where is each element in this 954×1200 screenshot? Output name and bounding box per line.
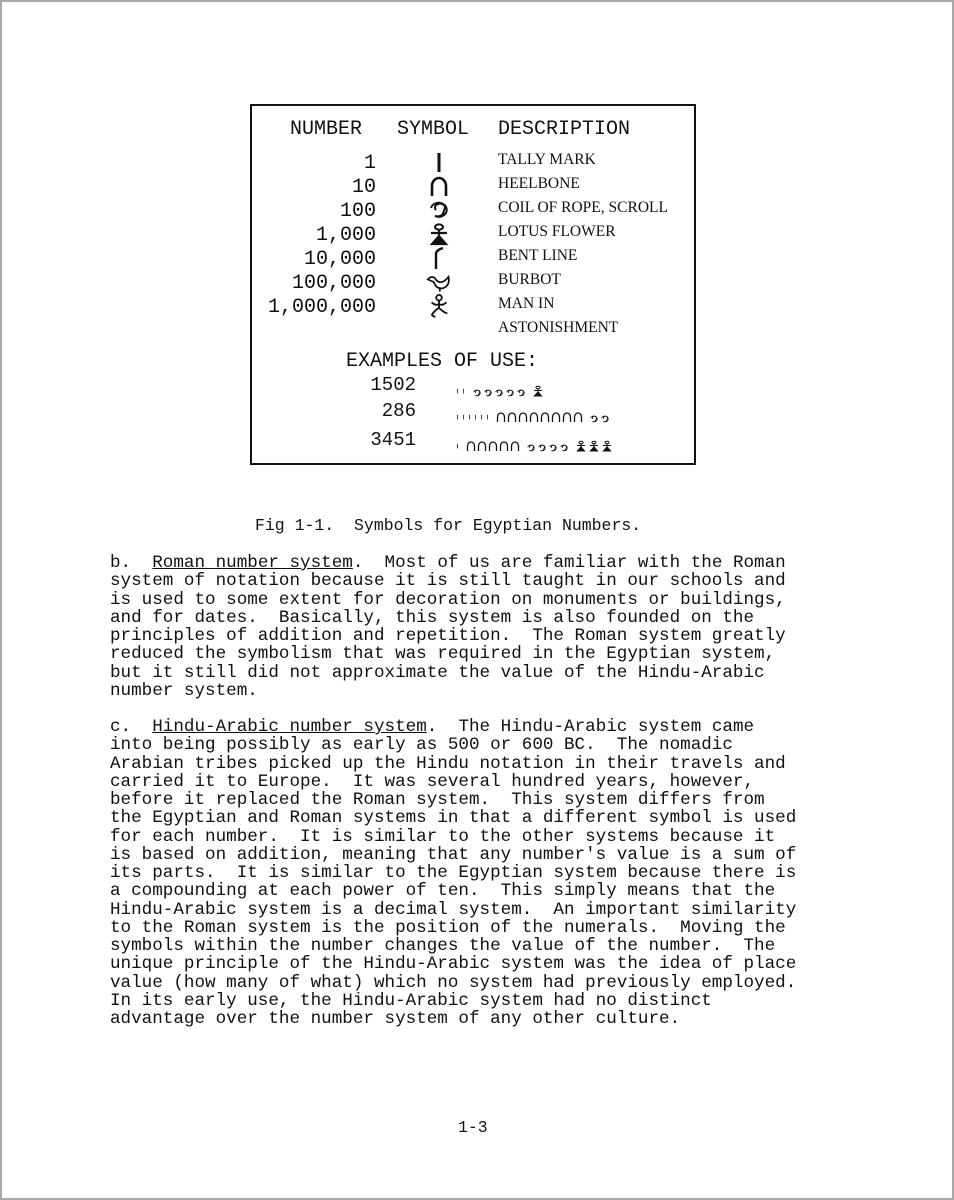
figure-caption: Fig 1-1. Symbols for Egyptian Numbers. <box>255 516 642 535</box>
description-text: BENT LINE <box>498 247 578 264</box>
paragraph-line: In its early use, the Hindu-Arabic system had no distinct <box>110 990 712 1011</box>
heelbone-icon <box>477 439 487 453</box>
example-row <box>252 400 694 426</box>
burbot-icon <box>426 270 452 294</box>
paragraph-line: before it replaced the Roman system. This system differs from <box>110 790 765 810</box>
row-symbol <box>426 294 456 320</box>
paragraph-line: advantage over the number system of any other culture. <box>110 1009 681 1029</box>
paragraph-line: carried it to Europe. It was several hundred years, however, <box>110 771 755 792</box>
row-description <box>498 148 596 172</box>
table-row <box>252 224 694 248</box>
header-symbol: SYMBOL <box>397 118 470 141</box>
heelbone-icon <box>529 410 539 424</box>
paragraph-line: is based on addition, meaning that any number's value is a sum of <box>110 844 797 865</box>
description-text: HEELBONE <box>498 175 580 192</box>
man-in-astonishment-icon <box>426 294 452 318</box>
description-text: TALLY MARK <box>498 151 596 168</box>
coil-of-rope-icon <box>494 388 504 398</box>
row-symbol <box>426 222 456 248</box>
example-symbols <box>455 376 549 398</box>
paragraph-line: and for dates. Basically, this system is also founded on the <box>110 607 755 628</box>
row-symbol <box>426 270 456 296</box>
heelbone-icon <box>573 410 583 424</box>
example-symbols <box>455 431 618 453</box>
examples-title: EXAMPLES OF USE: <box>346 350 539 373</box>
tally-mark-icon <box>467 410 472 424</box>
lotus-flower-icon <box>601 439 613 453</box>
tally-mark-icon <box>473 410 478 424</box>
table-row <box>252 295 694 336</box>
row-description <box>498 244 577 268</box>
paragraph-line: into being possibly as early as 500 or 600 BC. The nomadic <box>110 735 733 756</box>
lotus-flower-icon <box>426 222 452 246</box>
paragraph-line: system of notation because it is still taught in our schools and <box>110 571 786 592</box>
example-number: 286 <box>381 400 416 422</box>
heelbone-icon <box>551 410 561 424</box>
tally-mark-icon <box>461 384 466 398</box>
coil-of-rope-icon <box>505 388 515 398</box>
row-number: 1,000 <box>315 224 376 247</box>
example-number: 1502 <box>370 374 416 396</box>
tally-mark-icon <box>455 384 460 398</box>
paragraph-line: but it still did not approximate the value of the Hindu-Arabic <box>110 662 765 683</box>
header-number: NUMBER <box>290 118 363 141</box>
tally-mark-icon <box>455 439 460 453</box>
coil-of-rope-icon <box>526 443 536 453</box>
heelbone-icon <box>518 410 528 424</box>
paragraph-line: is used to some extent for decoration on monuments or buildings, <box>110 589 786 610</box>
paragraph-c <box>110 718 796 1028</box>
paragraph-line: symbols within the number changes the value of the number. The <box>110 936 776 956</box>
heelbone-icon <box>488 439 498 453</box>
row-symbol <box>426 174 456 200</box>
tally-mark-icon <box>479 410 484 424</box>
heelbone-icon <box>507 410 517 424</box>
paragraph-b <box>110 554 786 700</box>
row-number: 100 <box>339 200 376 223</box>
coil-of-rope-icon <box>472 388 482 398</box>
tally-mark-icon <box>485 410 490 424</box>
paragraph-line: Arabian tribes picked up the Hindu notation in their travels and <box>110 753 786 774</box>
table-row <box>252 272 694 296</box>
paragraph-line: Hindu-Arabic system is a decimal system. An important similarity <box>110 899 797 920</box>
description-text: MAN IN <box>498 295 555 312</box>
description-text: BURBOT <box>498 271 561 288</box>
example-row <box>252 429 694 455</box>
heelbone-icon <box>510 439 520 453</box>
page-number: 1-3 <box>458 1118 488 1137</box>
paragraph-line: to the Roman system is the position of the numerals. Moving the <box>110 917 786 938</box>
tally-mark-icon <box>455 410 460 424</box>
row-symbol <box>426 246 456 272</box>
para-c-first-line: . The Hindu-Arabic system came <box>426 717 755 737</box>
paragraph-line: principles of addition and repetition. The Roman system greatly <box>110 626 786 646</box>
example-row <box>252 374 694 400</box>
row-number: 100,000 <box>291 272 376 295</box>
paragraph-line: for each number. It is similar to the other systems because it <box>110 826 776 847</box>
para-b-label: b. <box>110 553 132 573</box>
paragraph-line: number system. <box>110 680 258 701</box>
row-number: 10 <box>351 176 376 199</box>
bent-line-icon <box>426 246 452 270</box>
example-symbols <box>455 402 615 424</box>
description-text: LOTUS FLOWER <box>498 223 616 240</box>
lotus-flower-icon <box>588 439 600 453</box>
para-b-first-line: . Most of us are familiar with the Roman <box>352 553 786 573</box>
coil-of-rope-icon <box>548 443 558 453</box>
lotus-flower-icon <box>575 439 587 453</box>
coil-of-rope-icon <box>537 443 547 453</box>
row-description <box>498 196 668 220</box>
paragraph-line: reduced the symbolism that was required in the Egyptian system, <box>110 644 776 665</box>
row-description <box>498 172 580 196</box>
table-row <box>252 248 694 272</box>
lotus-flower-icon <box>532 384 544 398</box>
coil-of-rope-icon <box>483 388 493 398</box>
para-c-label: c. <box>110 717 132 737</box>
coil-of-rope-icon <box>516 388 526 398</box>
description-text: COIL OF ROPE, SCROLL <box>498 199 668 216</box>
paragraph-line: its parts. It is similar to the Egyptian system because there is <box>110 863 797 883</box>
row-number: 1,000,000 <box>267 296 376 319</box>
para-c-heading: Hindu-Arabic number system <box>152 717 427 737</box>
heelbone-icon <box>540 410 550 424</box>
row-description <box>498 268 561 292</box>
row-number: 10,000 <box>303 248 376 271</box>
coil-of-rope-icon <box>559 443 569 453</box>
heelbone-icon <box>496 410 506 424</box>
heelbone-icon <box>499 439 509 453</box>
paragraph-line: unique principle of the Hindu-Arabic system was the idea of place <box>110 954 797 975</box>
header-description: DESCRIPTION <box>498 118 631 141</box>
heelbone-icon <box>426 174 452 198</box>
tally-mark-icon <box>426 150 452 174</box>
paragraph-line: a compounding at each power of ten. This simply means that the <box>110 881 776 902</box>
heelbone-icon <box>562 410 572 424</box>
row-symbol <box>426 198 456 224</box>
row-number: 1 <box>363 152 376 175</box>
tally-mark-icon <box>461 410 466 424</box>
para-b-heading: Roman number system <box>152 553 353 573</box>
coil-of-rope-icon <box>600 414 610 424</box>
row-description <box>498 220 616 244</box>
paragraph-line: the Egyptian and Roman systems in that a different symbol is used <box>110 808 797 829</box>
paragraph-line: value (how many of what) which no system had previously employed. <box>110 972 797 993</box>
table-row <box>252 200 694 224</box>
heelbone-icon <box>466 439 476 453</box>
example-number: 3451 <box>370 429 416 451</box>
row-symbol <box>426 150 456 176</box>
table-row <box>252 152 694 176</box>
coil-of-rope-icon <box>426 198 452 222</box>
description-text-line2: ASTONISHMENT <box>498 319 619 336</box>
coil-of-rope-icon <box>589 414 599 424</box>
egyptian-numbers-figure <box>250 104 696 465</box>
row-description <box>498 292 618 340</box>
